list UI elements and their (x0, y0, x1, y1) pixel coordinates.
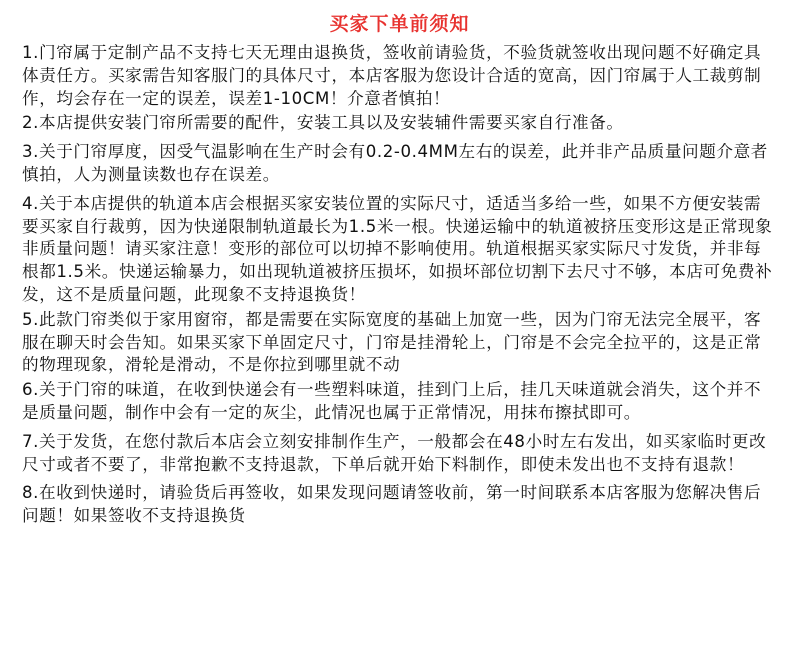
clause-2-installation-accessories: 2.本店提供安装门帘所需要的配件，安装工具以及安装辅件需要买家自行准备。 (22, 113, 624, 133)
clause-5-width-allowance: 5.此款门帘类似于家用窗帘，都是需要在实际宽度的基础上加宽一些，因为门帘无法完全展平，客服在聊天时会告知。如果买家下单固定尺寸，门帘是挂滑轮上，门帘是不会完全拉平的，这是正常的物理现象，滑轮是滑动，不是你拉到哪里就不动 (22, 309, 762, 375)
clause-3-thickness-tolerance: 3.关于门帘厚度，因受气温影响在生产时会有0.2-0.4MM左右的误差，此并非产品质量问题介意者慎拍，人为测量读数也存在误差。 (22, 142, 768, 184)
clause-6-odor-dust: 6.关于门帘的味道，在收到快递会有一些塑料味道，挂到门上后，挂几天味道就会消失，这个并不是质量问题，制作中会有一定的灰尘，此情况也属于正常情况，用抹布擦拭即可。 (22, 380, 762, 422)
notice-title: 买家下单前须知 (329, 13, 470, 35)
clause-4-track-shipping: 4.关于本店提供的轨道本店会根据买家安装位置的实际尺寸，适适当多给一些，如果不方便安装需要买家自行裁剪，因为快递限制轨道最长为1.5米一根。快递运输中的轨道被挤压变形这是正常现象非质量问题！请买家注意！变形的部位可以切掉不影响使用。轨道根据买家实际尺寸发货，并非每根都1.5米。快递运输暴力，如出现轨道被挤压损坏，如损坏部位切割下去尺寸不够，本店可免费补发，这不是质量问题，此现象不支持退换货！ (22, 193, 773, 304)
clause-1-custom-product: 1.门帘属于定制产品不支持七天无理由退换货，签收前请验货，不验货就签收出现问题不好确定具体责任方。买家需告知客服门的具体尺寸，本店客服为您设计合适的宽高，因门帘属于人工裁剪制作，均会存在一定的误差，误差1-10CM！介意者慎拍！ (22, 43, 762, 108)
clause-7-shipping-refund: 7.关于发货，在您付款后本店会立刻安排制作生产，一般都会在48小时左右发出，如买家临时更改尺寸或者不要了，非常抱歉不支持退款，下单后就开始下料制作，即使未发出也不支持有退款！ (22, 431, 767, 474)
clause-8-inspect-before-signing: 8.在收到快递时，请验货后再签收，如果发现问题请签收前，第一时间联系本店客服为您解决售后问题！如果签收不支持退换货 (22, 483, 762, 526)
